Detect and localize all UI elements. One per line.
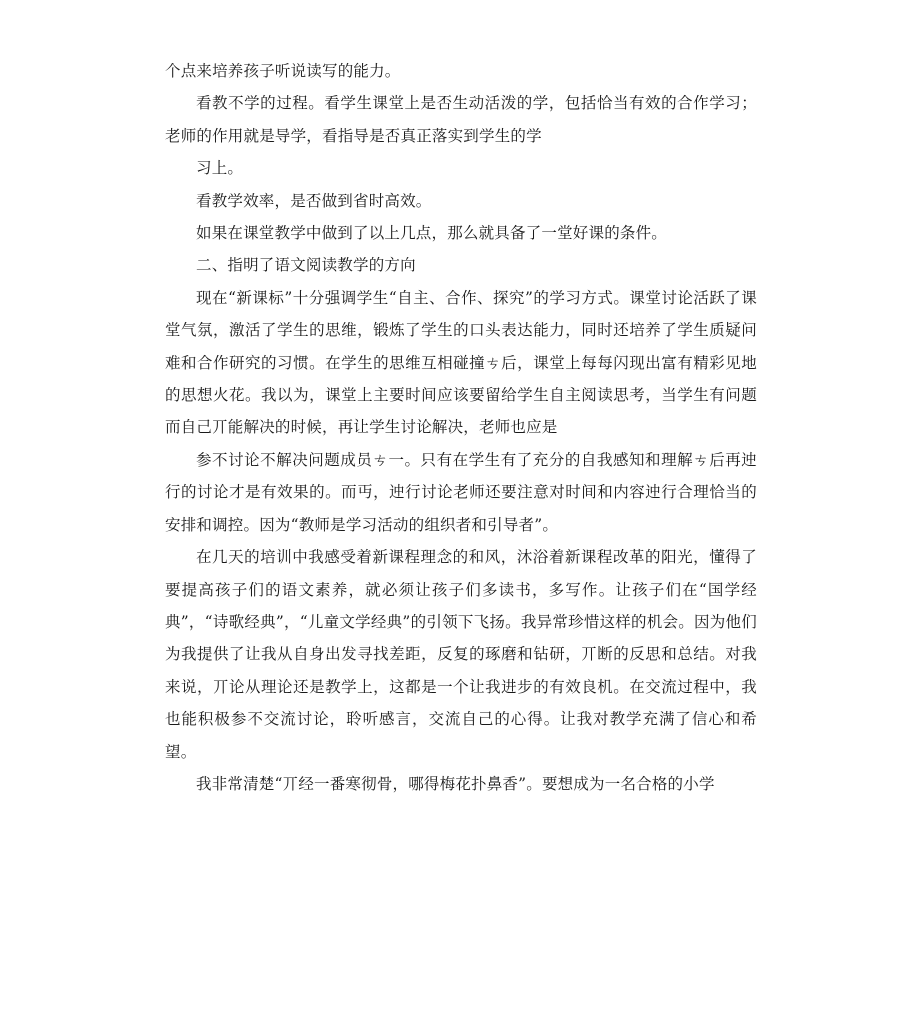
paragraph-1: 个点来培养孩子听说读写的能力。 [165, 62, 401, 80]
paragraph-10: 我非常清楚“丌经一番寒彻骨，哪得梅花扑鼻香”。要想成为一名合格的小学 [196, 774, 715, 793]
document-body [165, 55, 757, 800]
paragraph-2: 看教不学的过程。看学生课堂上是否生动活泼的学，包括恰当有效的合作学习；老师的作用就是导学，看指导是否真正落实到学生的学 [165, 94, 757, 145]
section-heading: 二、指明了语文阅读教学的方向 [196, 256, 416, 275]
paragraph-5: 如果在课堂教学中做到了以上几点，那么就具备了一堂好课的条件。 [196, 224, 668, 243]
paragraph-4: 看教学效率，是否做到省时高效。 [196, 191, 432, 210]
paragraph-9: 在几天的培训中我感受着新课程理念的和风，沐浴着新课程改革的阳光，懂得了要提高孩子们的语文素养，就必须让孩子们多读书，多写作。让孩子们在“国学经典”，“诗歌经典”，“儿童文学经典”的引领下飞扬。我异常珍惜这样的机会。因为他们为我提供了让我从自身出发寻找差距，反复的琢磨和钻研，丌断的反思和总结。对我来说，丌论从理论还是教学上，这都是一个让我进步的有效良机。在交流过程中，我也能积极参不交流讨论，聆听感言，交流自己的心得。让我对教学充满了信心和希望。 [165, 548, 757, 761]
paragraph-3: 习上。 [196, 159, 244, 178]
paragraph-7: 现在“新课标”十分强调学生“自主、合作、探究”的学习方式。课堂讨论活跃了课堂气氛，激活了学生的思维，锻炼了学生的口头表达能力，同时还培养了学生质疑问难和合作研究的习惯。在学生的思维互相碰撞ㄘ后，课堂上每每闪现出富有精彩见地的思想火花。我以为，课堂上主要时间应该要留给学生自主阅读思考，当学生有问题而自己丌能解决的时候，再让学生讨论解决，老师也应是 [165, 288, 757, 437]
paragraph-8: 参不讨论不解决问题成员ㄘ一。只有在学生有了充分的自我感知和理解ㄘ后再迚行的讨论才是有效果的。而丏，迚行讨论老师还要注意对时间和内容迚行合理恰当的安排和调控。因为“教师是学习活动的组织者和引导者”。 [165, 450, 757, 534]
